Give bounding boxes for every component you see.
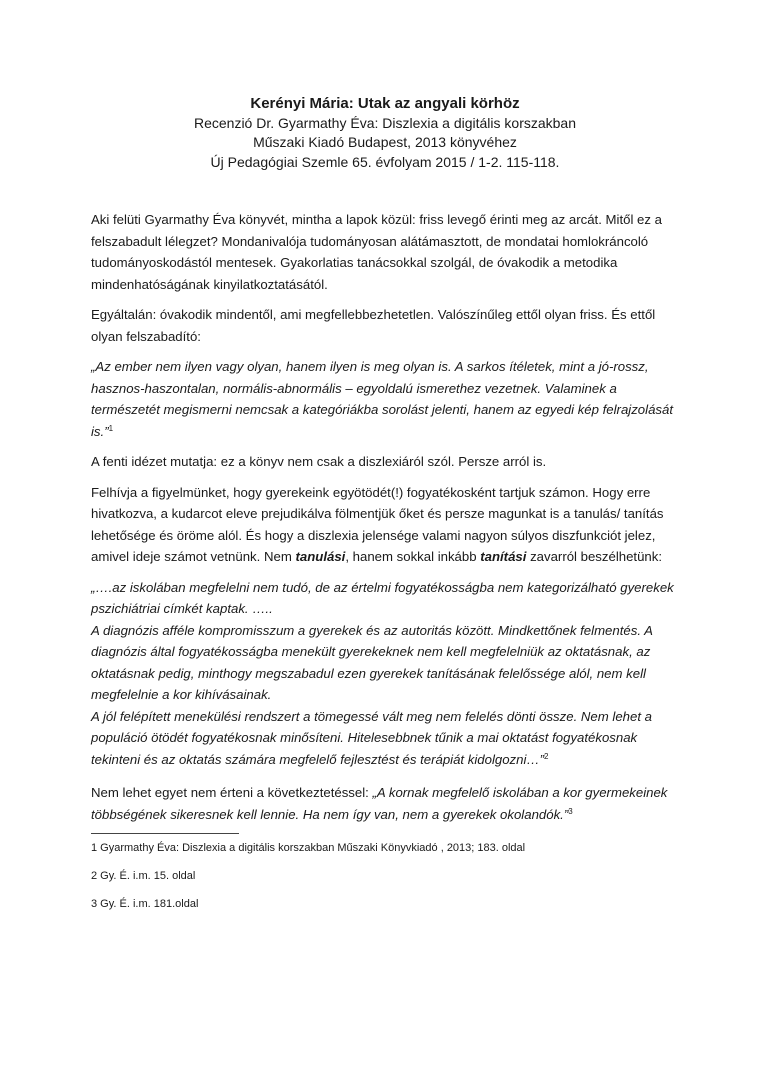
paragraph-4-text-2: , hanem sokkal inkább xyxy=(345,549,481,564)
footnote-3: 3 Gy. É. i.m. 181.oldal xyxy=(91,898,199,910)
footnote-separator xyxy=(91,833,239,834)
journal-line: Új Pedagógiai Szemle 65. évfolyam 2015 / 1-2. 115-118. xyxy=(210,153,560,170)
quote-2-part-2: A diagnózis afféle kompromisszum a gyerekek és az autoritás között. Mindkettőnek felmentés. A diagnózis által fogyatékosságba menekült gyerekeknek nem kell megfelelniük az oktatásnak, az oktatásnak pedig, minthogy megszabadul ezen gyerekek tanításának felelőssége alól, nem kell megfelelnie a kor kihívásainak. xyxy=(91,622,653,702)
paragraph-intro: Aki felüti Gyarmathy Éva könyvét, mintha a lapok közül: friss levegő érinti meg az arcát. Mitől ez a felszabadult lélegzet? Mondanivalója tudományosan alátámasztott, de mondatai homlokráncoló tudományoskodástól mentesek. Gyakorlatias tanácsokkal szolgál, de óvakodik a metodika mindenhatóságának kinyilatkoztatásától. xyxy=(91,212,662,292)
paragraph-5-text: Nem lehet egyet nem érteni a következtetéssel: xyxy=(91,785,373,800)
footnote-2: 2 Gy. É. i.m. 15. oldal xyxy=(91,870,196,882)
publisher-line: Műszaki Kiadó Budapest, 2013 könyvéhez xyxy=(253,134,517,150)
review-subtitle: Recenzió Dr. Gyarmathy Éva: Diszlexia a digitális korszakban xyxy=(193,114,577,131)
document-title: Kerényi Mária: Utak az angyali körhöz xyxy=(250,95,520,112)
quote-1 xyxy=(91,356,679,442)
paragraph-5 xyxy=(91,782,679,825)
footnote-ref-3: 3 xyxy=(568,806,573,816)
emphasis-tanulasi: tanulási xyxy=(295,549,346,564)
paragraph-4-text: Felhívja a figyelmünket, hogy gyerekeink egyötödét(!) fogyatékosként tartjuk számon. Hogy erre hivatkozva, a kudarcot eleve prejudikálva fölmentjük őket és persze magunkat is a tanulás/ tanítás lehetősége és öröme alól. És hogy a diszlexia jelensége valami nagyon súlyos diszfunkciót jelez, amivel ideje számot vetnünk. Nem xyxy=(91,484,664,564)
paragraph-2: Egyáltalán: óvakodik mindentől, ami megfellebbezhetetlen. Valószínűleg ettől olyan friss. És ettől olyan felszabadító: xyxy=(91,307,656,344)
footnote-1: 1 Gyarmathy Éva: Diszlexia a digitális korszakban Műszaki Könyvkiadó , 2013; 183. oldal xyxy=(91,842,526,854)
paragraph-4-text-3: zavarról beszélhetünk: xyxy=(526,549,663,564)
paragraph-3: A fenti idézet mutatja: ez a könyv nem csak a diszlexiáról szól. Persze arról is. xyxy=(91,454,547,469)
quote-2-part-3 xyxy=(91,706,679,771)
paragraph-4 xyxy=(91,482,679,568)
quote-1-text: „Az ember nem ilyen vagy olyan, hanem ilyen is meg olyan is. A sarkos ítéletek, mint a jó-rossz, hasznos-haszontalan, normális-abnormális – egyoldalú ismerethez vezetnek. Valaminek a természetét megismerni nemcsak a kategóriákba sorolást jelenti, hanem az egyedi kép felrajzolását is.” xyxy=(91,359,674,439)
document-header xyxy=(91,94,679,172)
emphasis-tanitasi: tanítási xyxy=(480,549,527,564)
quote-2-part-1: „….az iskolában megfelelni nem tudó, de az értelmi fogyatékosságba nem kategorizálható gyerekek pszichiátriai címkét kaptak. ….. xyxy=(91,579,674,616)
quote-2-part-3-text: A jól felépített menekülési rendszert a tömegessé vált meg nem felelés dönti össze. Nem lehet a populáció ötödét fogyatékosnak minősíteni. Hitelesebbnek tűnik a mai oktatást fogyatékosnak tekinteni és az oktatás számára megfelelő fejlesztést és terápiát kidolgozni…” xyxy=(91,708,652,767)
footnote-ref-1: 1 xyxy=(108,423,114,433)
document-page xyxy=(91,94,679,911)
quote-3: „A kornak megfelelő iskolában a kor gyermekeinek többségének sikeresnek kell lennie. Ha nem így van, nem a gyerekek okolandók.” xyxy=(91,785,668,822)
footnote-ref-2: 2 xyxy=(544,751,549,761)
quote-2 xyxy=(91,577,679,771)
